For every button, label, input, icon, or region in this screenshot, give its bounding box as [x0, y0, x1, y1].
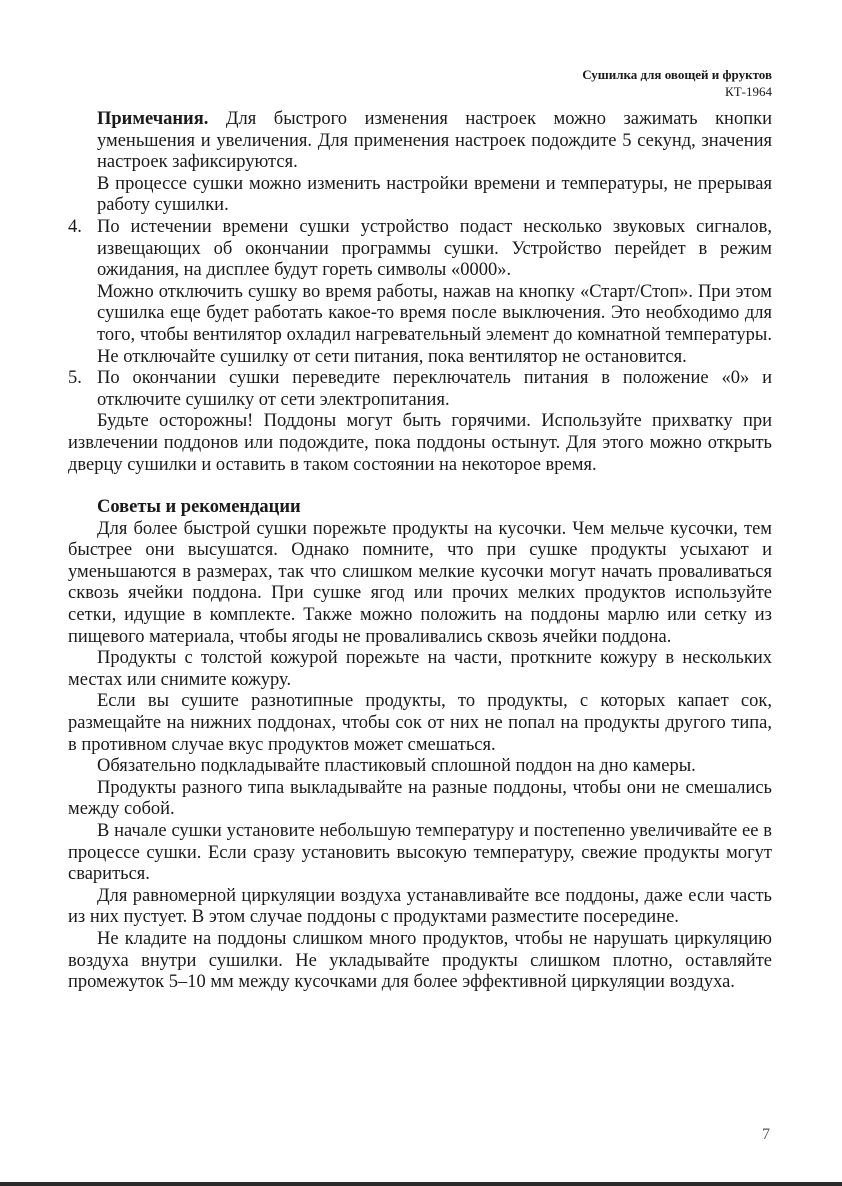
list-item-5-text: По окончании сушки переведите переключатель питания в положение «0» и отключите сушилку от сети электропитания. [97, 368, 772, 410]
tips-paragraph: В начале сушки установите небольшую температуру и постепенно увеличивайте ее в процессе сушки. Если сразу установить высокую температуру, свежие продукты могут свариться. [68, 821, 772, 885]
list-number: 5. [68, 368, 82, 389]
notes-text: Для быстрого изменения настроек можно зажимать кнопки уменьшения и увеличения. Для применения настроек подождите 5 секунд, значения настроек зафиксируются. [97, 109, 772, 173]
page-content [68, 109, 772, 994]
tips-paragraph: Продукты разного типа выкладывайте на разные поддоны, чтобы они не смешались между собой. [68, 777, 772, 820]
tips-paragraph: Если вы сушите разнотипные продукты, то продукты, с которых капает сок, размещайте на нижних поддонах, чтобы сок от них не попал на продукты другого типа, в противном случае вкус продуктов может смешаться. [68, 691, 772, 755]
notes-paragraph [68, 109, 772, 174]
list-item-4 [68, 217, 772, 368]
page-header [582, 66, 772, 100]
notes-label: Примечания. [97, 109, 209, 129]
page-number: 7 [762, 1126, 770, 1143]
list-item-5 [68, 368, 772, 411]
list-item-4-text: По истечении времени сушки устройство подаст несколько звуковых сигналов, извещающих об окончании программы сушки. Устройство перейдет в режим ожидания, на дисплее будут гореть символы «0000». [97, 216, 772, 281]
tips-paragraph: Обязательно подкладывайте пластиковый сплошной поддон на дно камеры. [97, 756, 696, 777]
tips-paragraph: Не кладите на поддоны слишком много продуктов, чтобы не нарушать циркуляцию воздуха внутри сушилки. Не укладывайте продукты слишком плотно, оставляйте промежуток 5–10 мм между кусочками для более эффективной циркуляции воздуха. [68, 928, 772, 993]
bottom-rule [0, 1182, 842, 1186]
list-item-4-text-2: Можно отключить сушку во время работы, нажав на кнопку «Старт/Стоп». При этом сушилка еще будет работать какое-то время после выключения. Это необходимо для того, чтобы вентилятор охладил нагревательный элемент до комнатной температуры. Не отключайте сушилку от сети питания, пока вентилятор не остановится. [97, 281, 772, 367]
caution-paragraph: Будьте осторожны! Поддоны могут быть горячими. Используйте прихватку при извлечении поддонов или подождите, пока поддоны остынут. Для этого можно открыть дверцу сушилки и оставить в таком состоянии на некоторое время. [68, 411, 772, 475]
tips-paragraph: Для более быстрой сушки порежьте продукты на кусочки. Чем мельче кусочки, тем быстрее они высушатся. Однако помните, что при сушке продукты усыхают и уменьшаются в размерах, так что слишком мелкие кусочки могут начать проваливаться сквозь ячейки поддона. При сушке ягод или прочих мелких продуктов используйте сетки, идущие в комплекте. Также можно положить на поддоны марлю или сетку из пищевого материала, чтобы ягоды не проваливались сквозь ячейки поддона. [68, 518, 772, 647]
header-model: КТ-1964 [725, 84, 772, 99]
tips-paragraph: Продукты с толстой кожурой порежьте на части, проткните кожуру в нескольких местах или снимите кожуру. [68, 648, 772, 690]
header-title: Сушилка для овощей и фруктов [582, 67, 772, 82]
notes-paragraph-2: В процессе сушки можно изменить настройки времени и температуры, не прерывая работу сушилки. [97, 173, 772, 216]
list-number: 4. [68, 216, 82, 237]
section-title-tips: Советы и рекомендации [97, 497, 301, 518]
tips-paragraph: Для равномерной циркуляции воздуха устанавливайте все поддоны, даже если часть из них пустует. В этом случае поддоны с продуктами разместите посередине. [68, 885, 772, 928]
